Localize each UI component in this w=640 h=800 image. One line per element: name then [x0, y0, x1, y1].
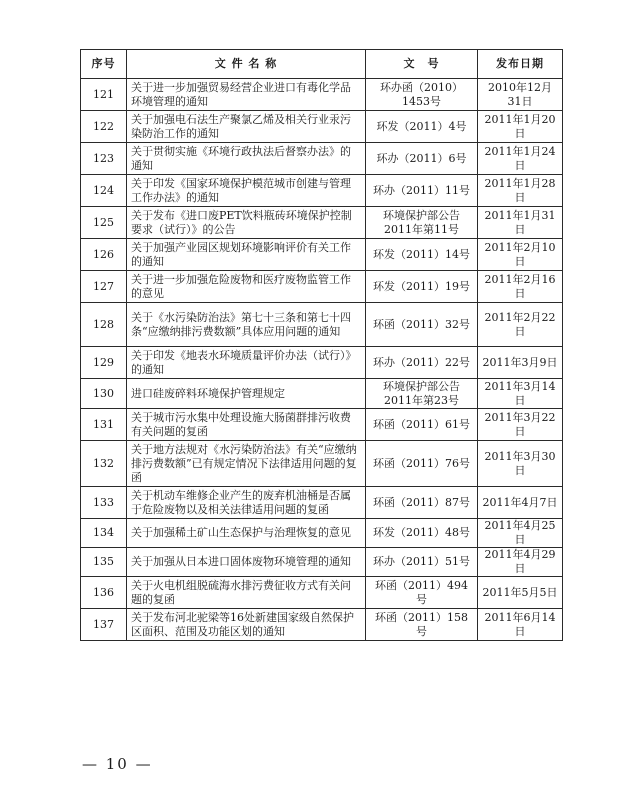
row-doc-number: 环办（2011）11号	[366, 175, 478, 207]
row-doc-number: 环函（2011）61号	[366, 409, 478, 441]
row-number: 129	[81, 347, 127, 379]
row-number: 131	[81, 409, 127, 441]
row-release-date: 2011年3月30日	[478, 441, 563, 487]
table-row	[81, 79, 563, 111]
row-release-date: 2011年4月29日	[478, 548, 563, 577]
row-doc-number: 环境保护部公告 2011年第23号	[366, 379, 478, 409]
row-doc-number: 环发（2011）14号	[366, 239, 478, 271]
row-release-date: 2011年1月31日	[478, 207, 563, 239]
row-title: 关于进一步加强危险废物和医疗废物监管工作的意见	[127, 271, 366, 303]
row-number: 137	[81, 609, 127, 641]
table-row	[81, 303, 563, 347]
row-number: 125	[81, 207, 127, 239]
table-row	[81, 143, 563, 175]
row-title: 关于印发《国家环境保护模范城市创建与管理工作办法》的通知	[127, 175, 366, 207]
table-row	[81, 379, 563, 409]
header-doc-number: 文 号	[366, 50, 478, 79]
row-title: 进口硅废碎料环境保护管理规定	[127, 379, 366, 409]
table-row	[81, 347, 563, 379]
row-release-date: 2011年3月22日	[478, 409, 563, 441]
row-release-date: 2011年3月9日	[478, 347, 563, 379]
header-release-date: 发布日期	[478, 50, 563, 79]
document-list-table	[80, 49, 563, 641]
table-row	[81, 577, 563, 609]
table-row	[81, 409, 563, 441]
row-title: 关于加强产业园区规划环境影响评价有关工作的通知	[127, 239, 366, 271]
row-doc-number: 环函（2011）76号	[366, 441, 478, 487]
table-row	[81, 609, 563, 641]
row-title: 关于加强电石法生产聚氯乙烯及相关行业汞污染防治工作的通知	[127, 111, 366, 143]
table-row	[81, 271, 563, 303]
row-doc-number: 环函（2011）32号	[366, 303, 478, 347]
header-number: 序号	[81, 50, 127, 79]
row-doc-number: 环函（2011）158号	[366, 609, 478, 641]
row-title: 关于贯彻实施《环境行政执法后督察办法》的通知	[127, 143, 366, 175]
row-doc-number: 环办（2011）6号	[366, 143, 478, 175]
row-number: 134	[81, 519, 127, 548]
row-release-date: 2011年4月7日	[478, 487, 563, 519]
row-number: 133	[81, 487, 127, 519]
row-release-date: 2011年1月20日	[478, 111, 563, 143]
row-title: 关于发布《进口废PET饮料瓶砖环境保护控制要求（试行）》的公告	[127, 207, 366, 239]
row-title: 关于加强稀土矿山生态保护与治理恢复的意见	[127, 519, 366, 548]
row-release-date: 2010年12月31日	[478, 79, 563, 111]
table-row	[81, 519, 563, 548]
row-number: 124	[81, 175, 127, 207]
row-title: 关于《水污染防治法》第七十三条和第七十四条“应缴纳排污费数额”具体应用问题的通知	[127, 303, 366, 347]
row-number: 128	[81, 303, 127, 347]
row-release-date: 2011年3月14日	[478, 379, 563, 409]
row-release-date: 2011年2月10日	[478, 239, 563, 271]
row-release-date: 2011年5月5日	[478, 577, 563, 609]
row-release-date: 2011年2月22日	[478, 303, 563, 347]
row-release-date: 2011年1月28日	[478, 175, 563, 207]
row-title: 关于地方法规对《水污染防治法》有关“应缴纳排污费数额”已有规定情况下法律适用问题的复函	[127, 441, 366, 487]
row-doc-number: 环办（2011）22号	[366, 347, 478, 379]
row-number: 127	[81, 271, 127, 303]
row-title: 关于加强从日本进口固体废物环境管理的通知	[127, 548, 366, 577]
table-row	[81, 111, 563, 143]
row-number: 122	[81, 111, 127, 143]
table-row	[81, 207, 563, 239]
row-doc-number: 环发（2011）19号	[366, 271, 478, 303]
row-number: 123	[81, 143, 127, 175]
page-number: — 10 —	[82, 755, 153, 773]
row-doc-number: 环办（2011）51号	[366, 548, 478, 577]
row-doc-number: 环办函（2010）1453号	[366, 79, 478, 111]
table-row	[81, 487, 563, 519]
row-doc-number: 环发（2011）48号	[366, 519, 478, 548]
table-row	[81, 175, 563, 207]
table-header-row	[81, 50, 563, 79]
row-doc-number: 环境保护部公告 2011年第11号	[366, 207, 478, 239]
row-title: 关于发布河北驼梁等16处新建国家级自然保护区面积、范围及功能区划的通知	[127, 609, 366, 641]
row-doc-number: 环发（2011）4号	[366, 111, 478, 143]
header-title: 文 件 名 称	[127, 50, 366, 79]
row-release-date: 2011年4月25日	[478, 519, 563, 548]
row-number: 126	[81, 239, 127, 271]
row-title: 关于进一步加强贸易经营企业进口有毒化学品环境管理的通知	[127, 79, 366, 111]
table-row	[81, 548, 563, 577]
row-release-date: 2011年1月24日	[478, 143, 563, 175]
row-number: 135	[81, 548, 127, 577]
table-row	[81, 239, 563, 271]
row-number: 130	[81, 379, 127, 409]
row-number: 136	[81, 577, 127, 609]
row-title: 关于印发《地表水环境质量评价办法（试行）》的通知	[127, 347, 366, 379]
row-title: 关于城市污水集中处理设施大肠菌群排污收费有关问题的复函	[127, 409, 366, 441]
row-release-date: 2011年6月14日	[478, 609, 563, 641]
row-title: 关于机动车维修企业产生的废弃机油桶是否属于危险废物以及相关法律适用问题的复函	[127, 487, 366, 519]
row-doc-number: 环函（2011）494号	[366, 577, 478, 609]
table-row	[81, 441, 563, 487]
row-doc-number: 环函（2011）87号	[366, 487, 478, 519]
row-title: 关于火电机组脱硫海水排污费征收方式有关问题的复函	[127, 577, 366, 609]
row-number: 132	[81, 441, 127, 487]
row-number: 121	[81, 79, 127, 111]
row-release-date: 2011年2月16日	[478, 271, 563, 303]
